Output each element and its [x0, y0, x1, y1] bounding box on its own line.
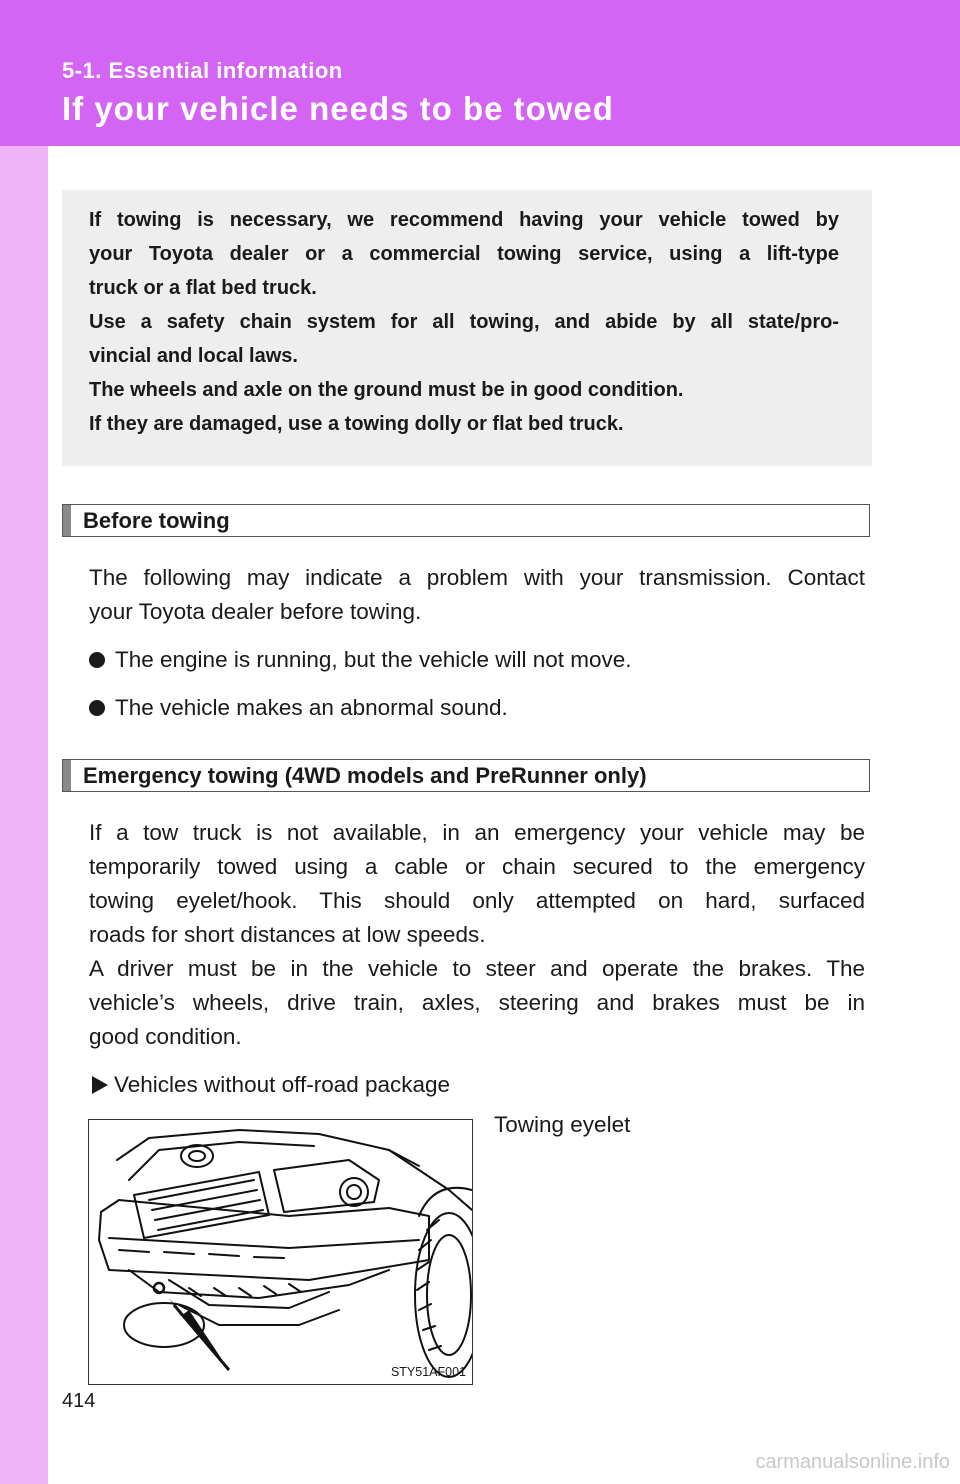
sub-bullet-text: Vehicles without off-road package	[114, 1072, 451, 1097]
intro-line: If towing is necessary, we recommend having your vehicle towed by	[89, 209, 839, 231]
figure-code: STY51AF001	[390, 1365, 466, 1379]
towing-eyelet-illustration	[88, 1119, 473, 1385]
intro-line: Use a safety chain system for all towing, and abide by all state/pro-	[89, 311, 839, 333]
before-towing-heading	[62, 504, 870, 537]
bullet-item	[89, 645, 632, 675]
triangle-bullet-icon	[92, 1076, 108, 1094]
intro-line: If they are damaged, use a towing dolly or flat bed truck.	[89, 413, 624, 435]
heading-bar	[63, 505, 71, 536]
page-title: If your vehicle needs to be towed	[62, 90, 614, 127]
intro-box	[62, 190, 872, 466]
emergency-towing-heading	[62, 759, 870, 792]
section-label: 5-1. Essential information	[62, 58, 343, 83]
paragraph-line: vehicle’s wheels, drive train, axles, steering and brakes must be in	[89, 990, 865, 1015]
header-band	[0, 0, 960, 146]
bullet-dot-icon	[89, 700, 105, 716]
bullet-text: The engine is running, but the vehicle will not move.	[115, 647, 632, 672]
truck-front-drawing	[89, 1120, 472, 1384]
paragraph-line: roads for short distances at low speeds.	[89, 922, 486, 947]
towing-eyelet-callout: Towing eyelet	[494, 1112, 631, 1137]
heading-text: Before towing	[83, 508, 230, 533]
paragraph-line: If a tow truck is not available, in an emergency your vehicle may be	[89, 820, 865, 845]
heading-text: Emergency towing (4WD models and PreRunner only)	[83, 763, 647, 788]
intro-text	[89, 203, 839, 441]
intro-line: The wheels and axle on the ground must be in good condition.	[89, 379, 684, 401]
paragraph-line: A driver must be in the vehicle to steer and operate the brakes. The	[89, 956, 865, 981]
paragraph-line: temporarily towed using a cable or chain secured to the emergency	[89, 854, 865, 879]
intro-line: your Toyota dealer or a commercial towing service, using a lift-type	[89, 243, 839, 265]
page-number: 414	[62, 1390, 96, 1412]
bullet-text: The vehicle makes an abnormal sound.	[115, 695, 508, 720]
intro-line: truck or a flat bed truck.	[89, 277, 317, 299]
sub-bullet-item	[92, 1070, 450, 1100]
left-margin-strip	[0, 0, 48, 1484]
bullet-dot-icon	[89, 652, 105, 668]
heading-bar	[63, 760, 71, 791]
paragraph-line: good condition.	[89, 1024, 242, 1049]
bullet-item	[89, 693, 508, 723]
watermark: carmanualsonline.info	[755, 1451, 950, 1473]
paragraph-line: towing eyelet/hook. This should only attempted on hard, surfaced	[89, 888, 865, 913]
paragraph-line: The following may indicate a problem with your transmission. Contact	[89, 565, 865, 590]
emergency-paragraph	[89, 816, 865, 1054]
before-towing-paragraph	[89, 561, 865, 629]
intro-line: vincial and local laws.	[89, 345, 298, 367]
paragraph-line: your Toyota dealer before towing.	[89, 599, 422, 624]
